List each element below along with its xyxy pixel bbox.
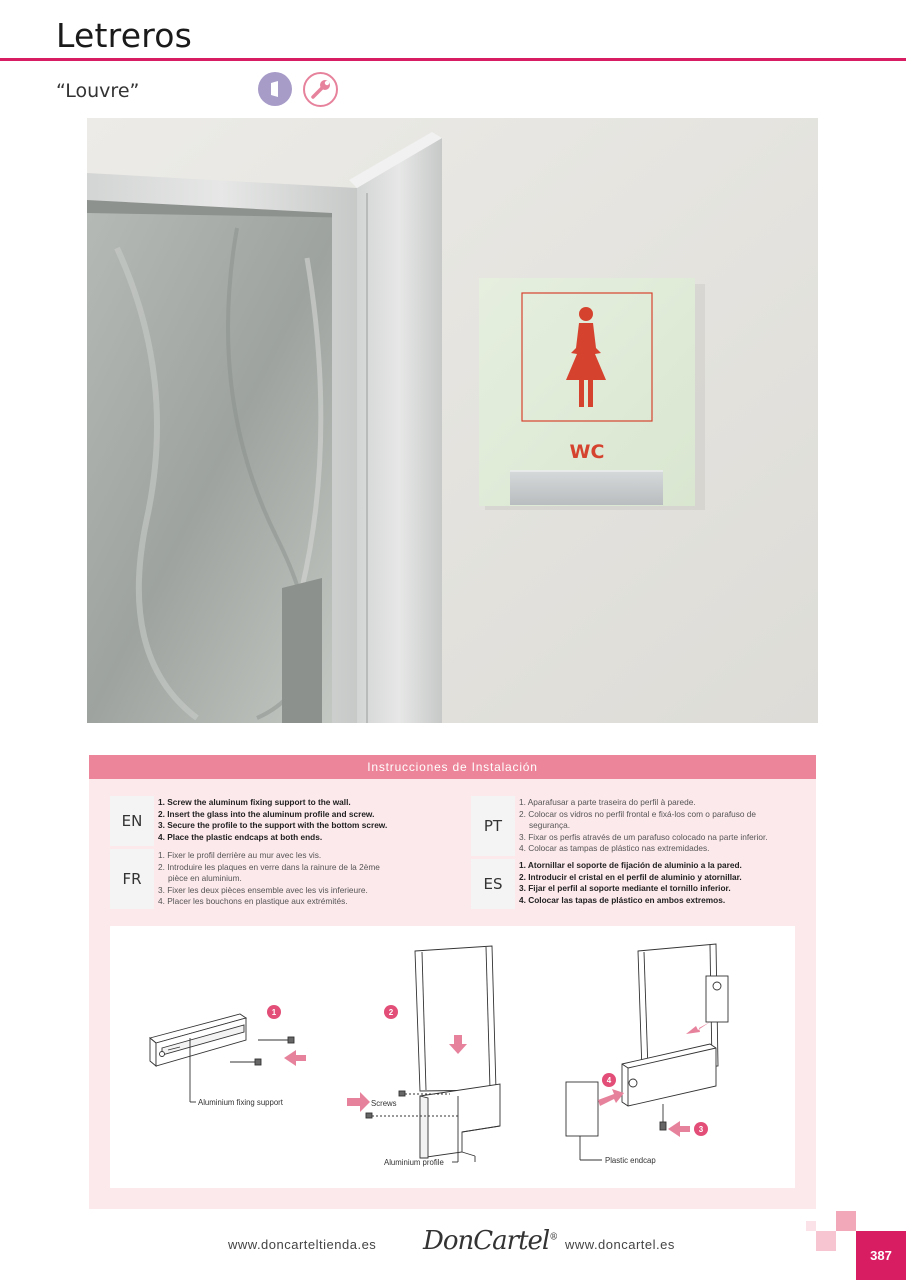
lang-code-es: ES [471, 859, 515, 909]
shop-link[interactable]: www.doncarteltienda.es [228, 1237, 377, 1252]
lang-code-fr: FR [110, 849, 154, 909]
decor-square [816, 1231, 836, 1251]
instruction-line: 4. Placer les bouchons en plastique aux extrémités. [158, 896, 348, 907]
instruction-line: 2. Insert the glass into the aluminum profile and screw. [158, 808, 375, 819]
instructions-es [519, 860, 742, 906]
instruction-line: 4. Colocar las tapas de plástico en ambos extremos. [519, 894, 726, 905]
sign-label: WC [569, 441, 605, 463]
instruction-line: 1. Fixer le profil derrière au mur avec les vis. [158, 850, 322, 860]
logo-mark: ® [549, 1232, 558, 1243]
lang-code-en: EN [110, 796, 154, 846]
instructions-pt [519, 797, 768, 855]
instruction-line: segurança. [529, 820, 571, 831]
label-screws: Screws [371, 1099, 397, 1108]
step-number: 2 [388, 1008, 394, 1017]
instructions-heading: Instrucciones de Instalación [89, 755, 816, 779]
instruction-line: 2. Colocar os vidros no perfil frontal e fixá-los com o parafuso de [519, 808, 757, 819]
instruction-line: 1. Aparafusar a parte traseira do perfil à parede. [519, 797, 696, 807]
page-number: 387 [856, 1231, 906, 1280]
page-title: Letreros [56, 16, 193, 55]
instruction-line: 4. Place the plastic endcaps at both ends. [158, 831, 323, 842]
product-name: “Louvre” [56, 80, 140, 102]
site-link[interactable]: www.doncartel.es [565, 1237, 675, 1252]
decor-square [806, 1221, 816, 1231]
instruction-line: 3. Fixer les deux pièces ensemble avec les vis inferieure. [158, 884, 368, 895]
instruction-line: pièce en aluminium. [168, 873, 242, 884]
logo-text: DonCartel [423, 1226, 550, 1256]
decor-square [836, 1211, 856, 1231]
label-endcap: Plastic endcap [605, 1156, 656, 1165]
brand-logo [423, 1226, 557, 1256]
instructions-en [158, 797, 387, 843]
wrench-icon [303, 72, 338, 107]
product-photo [87, 118, 818, 723]
instruction-line: 1. Atornillar el soporte de fijación de aluminio a la pared. [519, 860, 742, 870]
step-number: 1 [271, 1008, 277, 1017]
label-support: Aluminium fixing support [198, 1098, 283, 1107]
step-number: 4 [606, 1076, 612, 1085]
header-rule [0, 58, 906, 61]
instruction-line: 1. Screw the aluminum fixing support to the wall. [158, 797, 351, 807]
step-number: 3 [698, 1125, 704, 1134]
installation-diagram [110, 926, 795, 1188]
wall-mount-icon [258, 72, 292, 106]
instruction-line: 2. Introduire les plaques en verre dans la rainure de la 2ème [158, 861, 380, 872]
instructions-fr [158, 850, 380, 908]
label-profile: Aluminium profile [384, 1158, 444, 1167]
instruction-line: 4. Colocar as tampas de plástico nas extremidades. [519, 843, 710, 854]
instruction-line: 3. Fijar el perfil al soporte mediante el tornillo inferior. [519, 883, 731, 894]
instruction-line: 3. Fixar os perfis através de um parafuso colocado na parte inferior. [519, 831, 768, 842]
instruction-line: 3. Secure the profile to the support with the bottom screw. [158, 820, 388, 831]
instruction-line: 2. Introducir el cristal en el perfil de aluminio y atornillar. [519, 871, 742, 882]
lang-code-pt: PT [471, 796, 515, 856]
